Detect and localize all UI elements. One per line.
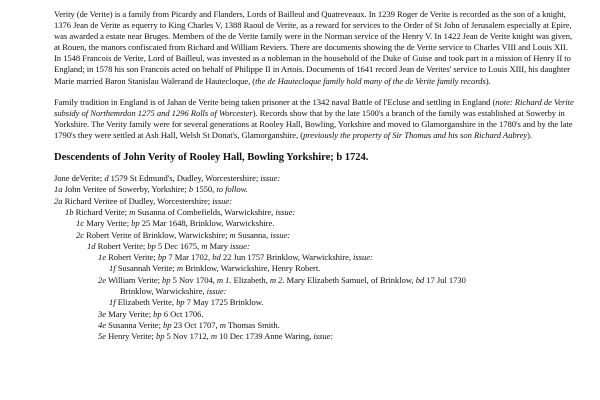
section-heading: Descendents of John Verity of Rooley Hall, Bowling Yorkshire; b 1724. bbox=[54, 152, 369, 164]
italic-text: m bbox=[129, 206, 136, 217]
italic-text: bp bbox=[162, 274, 171, 285]
italic-text: m bbox=[176, 263, 183, 274]
text-run: Elizabeth Verite, bbox=[115, 297, 177, 308]
italic-text: b bbox=[188, 184, 194, 195]
text-run: Elizabeth, bbox=[231, 274, 270, 285]
italic-text: issue: bbox=[230, 240, 250, 251]
italic-text: m bbox=[201, 240, 208, 251]
italic-text: 2c bbox=[76, 229, 85, 240]
italic-text: issue: bbox=[212, 195, 232, 206]
italic-text: 4e bbox=[98, 319, 107, 330]
genealogy-entry bbox=[54, 218, 574, 229]
text-run: Mary Verite; bbox=[106, 308, 154, 319]
italic-text: note: Richard de Verite subsidy of Northemrdon 1275 and 1296 Rolls of Worcester bbox=[54, 96, 574, 118]
genealogy-entry bbox=[54, 252, 574, 263]
text-run: ). Records show that by the late 1500's a branch of the family was established at Sowerby in Yorkshire. The Verity family were for several generations at Rooley Hall, Bowling, Yorkshire and moved to Glamorganshire in the 1780's and by the late 1790's they were settled at Ash Hall, Welsh St Donat's, Glamorganshire, ( bbox=[54, 107, 573, 140]
italic-text: 1d bbox=[87, 240, 96, 251]
text-run: 5 Dec 1675, bbox=[155, 240, 202, 251]
italic-text: 5e bbox=[98, 331, 107, 342]
genealogy-entry bbox=[54, 196, 574, 207]
italic-text: m 1. bbox=[216, 274, 232, 285]
italic-text: issue: bbox=[270, 229, 291, 240]
italic-text: 1b bbox=[65, 206, 74, 217]
text-run: 7 Mar 1702, bbox=[166, 252, 213, 263]
italic-text: the de Hautecloque family hold many of the de Verite family records bbox=[255, 75, 486, 86]
text-run: Brinklow, Warwickshire, bbox=[120, 286, 207, 296]
text-run: 23 Oct 1707, bbox=[171, 319, 220, 330]
italic-text: m bbox=[229, 229, 236, 240]
text-run: Susanna, bbox=[235, 229, 271, 240]
text-run: William Verite; bbox=[106, 274, 163, 285]
italic-text: bd bbox=[212, 252, 221, 263]
text-run: Susannah Verite; bbox=[115, 263, 177, 274]
text-run: 22 Jun 1757 Brinklow, Warwickshire, bbox=[220, 252, 354, 263]
text-run: Thomas Smith. bbox=[225, 319, 280, 330]
text-run: Henry Verite; bbox=[106, 331, 156, 342]
italic-text: m 2. bbox=[269, 274, 285, 285]
family-tradition-paragraph bbox=[54, 97, 574, 141]
italic-text: bp bbox=[157, 252, 167, 263]
text-run: 6 Oct 1706. bbox=[161, 308, 204, 319]
text-run: Brinklow, Warwickshire, Henry Robert. bbox=[183, 263, 321, 274]
text-run: Robert Verite; bbox=[95, 240, 148, 251]
genealogy-entry bbox=[54, 263, 574, 274]
text-run: John Veritee of Sowerby, Yorkshire; bbox=[62, 184, 189, 195]
text-run: 5 Nov 1712, bbox=[164, 331, 211, 342]
genealogy-entry bbox=[54, 309, 574, 320]
text-run: Mary Verite; bbox=[84, 218, 132, 229]
genealogy-entry bbox=[54, 275, 574, 298]
text-run: Susanna Verite; bbox=[106, 319, 164, 330]
italic-text: 2e bbox=[98, 274, 107, 285]
text-run: Verity (de Verite) is a family from Picardy and Flanders, Lords of Bailleul and Quatreveaux. In 1239 Roger de Verite is recorded as the son of a knight, 1376 Jean de Verite as equerry to King Charles V, 1388 Raoul de Verite, as a reward for services to the Order of St John of Jerusalem especially at Epire, was awarded a estate near Bruges. Members of the de Verite family were in the Norman service of the Henry V. In 1422 Jean de Verite knight was given, at Rouen, the manors confiscated from Richard and William Reviers. There are documents showing the de Verite service to Charles VIII and Louis XII. In 1548 Francois de Verite, Lord of Bailleul, was invested as a nobleman in the household of the Duke of Guise and took part in a mission of Henry II to England; in 1578 his son Francois acted on behalf of Philippe II in Artois. Documents of 1641 record Jean de Verites' service to Louis XIII, his daughter Marie married Baron Stanislau Walerand de Hautecloque, ( bbox=[54, 9, 573, 86]
text-run: 7 May 1725 Brinklow. bbox=[184, 297, 264, 308]
italic-text: bp bbox=[155, 331, 165, 342]
italic-text: 1e bbox=[98, 252, 107, 263]
text-run: Family tradition in England is of Jahan de Verite being taken prisoner at the 1342 naval Battle of l'Ecluse and settling in England ( bbox=[54, 96, 496, 107]
genealogy-list bbox=[54, 173, 574, 342]
genealogy-entry bbox=[54, 320, 574, 331]
italic-text: bp bbox=[131, 218, 140, 229]
italic-text: 3e bbox=[98, 308, 107, 319]
genealogy-entry bbox=[54, 297, 574, 308]
text-run: 5 Nov 1704, bbox=[170, 274, 217, 285]
genealogy-entry bbox=[54, 241, 574, 252]
italic-text: bp bbox=[153, 308, 162, 319]
text-run: Susanna of Combefields, Warwickshire, bbox=[135, 206, 276, 217]
italic-text: previously the property of Sir Thomas and his son Richard Aubrey bbox=[303, 129, 528, 140]
italic-text: m bbox=[219, 319, 226, 330]
italic-text: d bbox=[104, 173, 109, 184]
italic-text: 1c bbox=[76, 218, 85, 229]
italic-text: 2a bbox=[54, 195, 63, 206]
text-run: ). bbox=[527, 129, 533, 140]
italic-text: bp bbox=[176, 297, 185, 308]
italic-text: 1f bbox=[109, 263, 116, 274]
text-run: 1550, bbox=[193, 184, 217, 195]
genealogy-entry-continuation bbox=[98, 286, 574, 297]
genealogy-entry bbox=[54, 184, 574, 195]
italic-text: m bbox=[210, 331, 217, 342]
text-run: Mary Elizabeth Samuel, of Brinklow, bbox=[284, 274, 416, 285]
italic-text: 1f bbox=[109, 297, 116, 308]
italic-text: bp bbox=[147, 240, 156, 251]
text-run: Mary bbox=[207, 240, 230, 251]
italic-text: issue: bbox=[260, 173, 281, 184]
text-run: Robert Verite; bbox=[106, 252, 158, 263]
genealogy-entry bbox=[54, 207, 574, 218]
text-run: ). bbox=[485, 75, 491, 86]
italic-text: bp bbox=[163, 319, 172, 330]
italic-text: to follow. bbox=[216, 184, 248, 195]
text-run: Richard Veritee of Dudley, Worcestershire; bbox=[62, 195, 213, 206]
italic-text: issue: bbox=[275, 206, 296, 217]
text-run: 17 Jul 1730 bbox=[424, 274, 466, 285]
italic-text: 1a bbox=[54, 184, 63, 195]
genealogy-entry bbox=[54, 331, 574, 342]
italic-text: issue: bbox=[206, 286, 227, 296]
text-run: 10 Dec 1739 Anne Waring, bbox=[217, 331, 314, 342]
text-run: 1579 St Edmund's, Dudley, Worcestershire; bbox=[108, 173, 261, 184]
genealogy-entry bbox=[54, 173, 574, 184]
italic-text: issue: bbox=[353, 252, 373, 263]
text-run: Robert Verite of Brinklow, Warwickshire; bbox=[84, 229, 230, 240]
document-page bbox=[54, 9, 574, 342]
italic-text: bd bbox=[415, 274, 425, 285]
italic-text: issue: bbox=[313, 331, 334, 342]
text-run: Jone deVerite; bbox=[54, 173, 105, 184]
text-run: Richard Verite; bbox=[73, 206, 130, 217]
intro-paragraph bbox=[54, 9, 574, 87]
genealogy-entry bbox=[54, 230, 574, 241]
text-run: 25 Mar 1648, Brinklow, Warwickshire. bbox=[139, 218, 275, 229]
